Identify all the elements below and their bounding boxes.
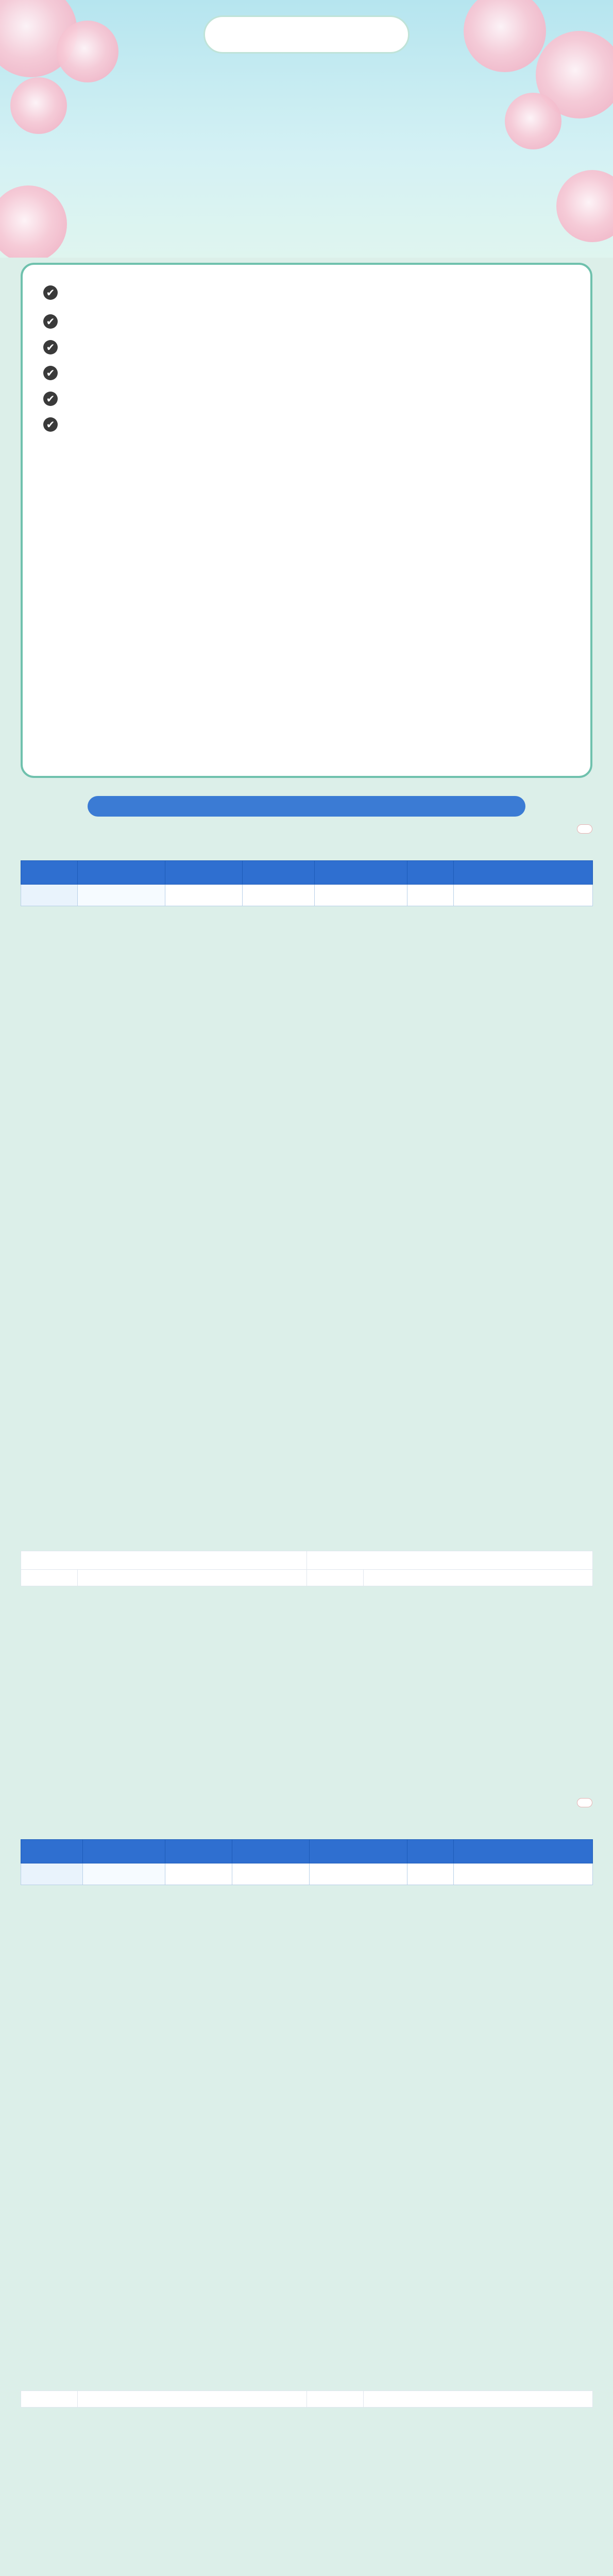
info-refund (43, 392, 570, 406)
cell-teacher (165, 885, 243, 906)
col-header (21, 861, 78, 885)
blossom-decoration (57, 21, 118, 82)
col-header (407, 1840, 454, 1863)
hero-banner (0, 0, 613, 258)
advanced-program-table (21, 1839, 593, 1885)
col-header (83, 1840, 165, 1863)
info-register (43, 366, 570, 380)
check-icon: ✔ (43, 392, 58, 406)
info-etc (43, 417, 570, 432)
cell-fee (454, 885, 593, 906)
table-row (21, 1570, 593, 1586)
advanced-note (577, 1798, 592, 1807)
cell-desc (78, 2391, 307, 2408)
advanced-level-table (21, 2391, 593, 2408)
sub-caption (21, 1551, 307, 1570)
info-card (21, 263, 592, 778)
col-header (243, 861, 315, 885)
blossom-decoration (464, 0, 546, 72)
col-header (454, 1840, 593, 1863)
check-icon: ✔ (43, 314, 58, 329)
blossom-decoration (505, 93, 561, 149)
cell-time (315, 885, 407, 906)
table-header-row (21, 1840, 593, 1863)
blossom-decoration (0, 185, 67, 258)
cell-capacity (407, 1863, 454, 1885)
hero-subtitle-pill (203, 15, 410, 54)
cell-level (78, 885, 165, 906)
info-period (43, 282, 570, 303)
regular-program-table (21, 860, 593, 906)
table-row (21, 2391, 593, 2408)
table-header-row (21, 861, 593, 885)
cell-level (83, 1863, 165, 1885)
table-row (21, 1863, 593, 1885)
cell-time (310, 1863, 407, 1885)
cell-days (243, 885, 315, 906)
col-header (21, 1840, 83, 1863)
cell-group (21, 1863, 83, 1885)
col-header (407, 861, 454, 885)
cell-desc (78, 1570, 307, 1586)
regular-level-table (21, 1551, 593, 1586)
cell-group (21, 885, 78, 906)
col-header (165, 861, 243, 885)
contact-pill (88, 796, 525, 817)
check-icon: ✔ (43, 366, 58, 380)
sub-caption (307, 1551, 593, 1570)
cell-days (232, 1863, 310, 1885)
check-icon: ✔ (43, 340, 58, 354)
cell-level (307, 1570, 364, 1586)
regular-note (577, 824, 592, 834)
info-prep (43, 340, 570, 354)
cell-level (21, 1570, 78, 1586)
col-header (315, 861, 407, 885)
col-header (310, 1840, 407, 1863)
col-header (232, 1840, 310, 1863)
check-icon: ✔ (43, 285, 58, 300)
blossom-decoration (10, 77, 67, 134)
col-header (165, 1840, 232, 1863)
cell-level (307, 2391, 364, 2408)
blossom-decoration (556, 170, 613, 242)
cell-capacity (407, 885, 454, 906)
table-row (21, 885, 593, 906)
cell-teacher (165, 1863, 232, 1885)
info-card-issue (43, 314, 570, 329)
col-header (78, 861, 165, 885)
cell-desc (364, 2391, 593, 2408)
cell-desc (364, 1570, 593, 1586)
cell-level (21, 2391, 78, 2408)
check-icon: ✔ (43, 417, 58, 432)
col-header (454, 861, 593, 885)
cell-fee (454, 1863, 593, 1885)
